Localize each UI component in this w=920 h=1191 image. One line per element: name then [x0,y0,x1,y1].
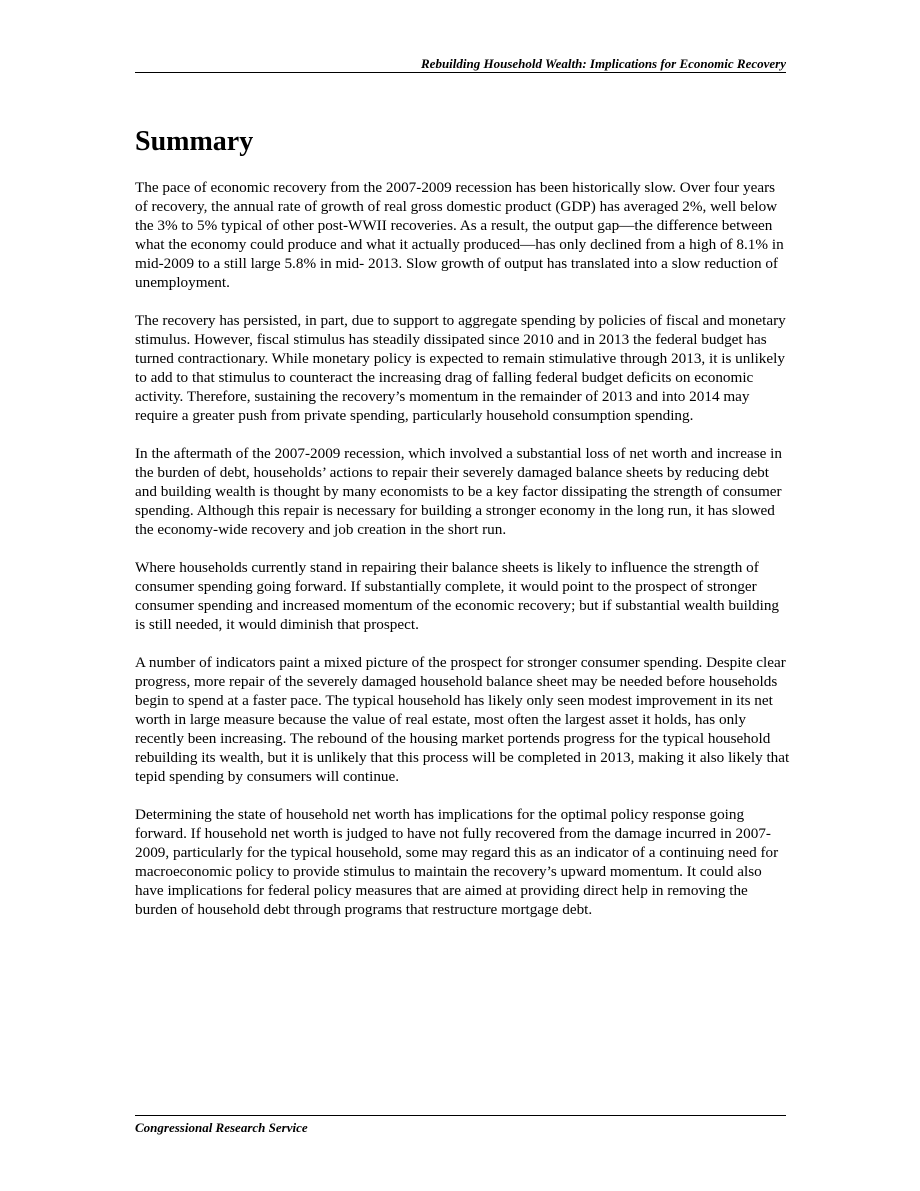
paragraph: Determining the state of household net worth has implications for the optimal policy response going forward. If household net worth is judged to have not fully recovered from the damage incurred in 2007-2009, particularly for the typical household, some may regard this as an indicator of a continuing need for macroeconomic policy to provide stimulus to maintain the recovery’s upward momentum. It could also have implications for federal policy measures that are aimed at providing direct help in removing the burden of household debt through programs that restructure mortgage debt. [135,806,779,918]
footer-rule [135,1115,786,1116]
paragraph: In the aftermath of the 2007-2009 recession, which involved a substantial loss of net worth and increase in the burden of debt, households’ actions to repair their severely damaged balance sheets by reducing debt and building wealth is thought by many economists to be a key factor dissipating the strength of consumer spending. Although this repair is necessary for building a stronger economy in the long run, it has slowed the economy-wide recovery and job creation in the short run. [135,445,782,538]
paragraph: The recovery has persisted, in part, due to support to aggregate spending by policies of fiscal and monetary stimulus. However, fiscal stimulus has steadily dissipated since 2010 and in 2013 the federal budget has turned contractionary. While monetary policy is expected to remain stimulative through 2013, it is unlikely to add to that stimulus to counteract the increasing drag of falling federal budget deficits on economic activity. Therefore, sustaining the recovery’s momentum in the remainder of 2013 and into 2014 may require a greater push from private spending, particularly household consumption spending. [135,312,786,424]
paragraph: Where households currently stand in repairing their balance sheets is likely to influence the strength of consumer spending going forward. If substantially complete, it would point to the prospect of stronger consumer spending and increased momentum of the economic recovery; but if substantial wealth building is still needed, it would diminish that prospect. [135,559,780,633]
paragraph: A number of indicators paint a mixed picture of the prospect for stronger consumer spending. Despite clear progress, more repair of the severely damaged household balance sheet may be needed before households begin to spend at a faster pace. The typical household has likely only seen modest improvement in its net worth in large measure because the value of real estate, most often the largest asset it holds, has only recently been increasing. The rebound of the housing market portends progress for the typical household rebuilding its wealth, but it is unlikely that this process will be completed in 2013, making it also likely that tepid spending by consumers will continue. [135,654,790,785]
summary-body [135,178,791,938]
page-title: Summary [135,126,254,157]
paragraph: The pace of economic recovery from the 2007-2009 recession has been historically slow. Over four years of recovery, the annual rate of growth of real gross domestic product (GDP) has averaged 2%, well below the 3% to 5% typical of other post-WWII recoveries. As a result, the output gap—the difference between what the economy could produce and what it actually produced—has only declined from a high of 8.1% in mid-2009 to a still large 5.8% in mid- 2013. Slow growth of output has translated into a slow reduction of unemployment. [135,179,784,291]
running-footer: Congressional Research Service [135,1120,308,1135]
running-header: Rebuilding Household Wealth: Implications for Economic Recovery [421,56,786,71]
header-rule [135,72,786,73]
